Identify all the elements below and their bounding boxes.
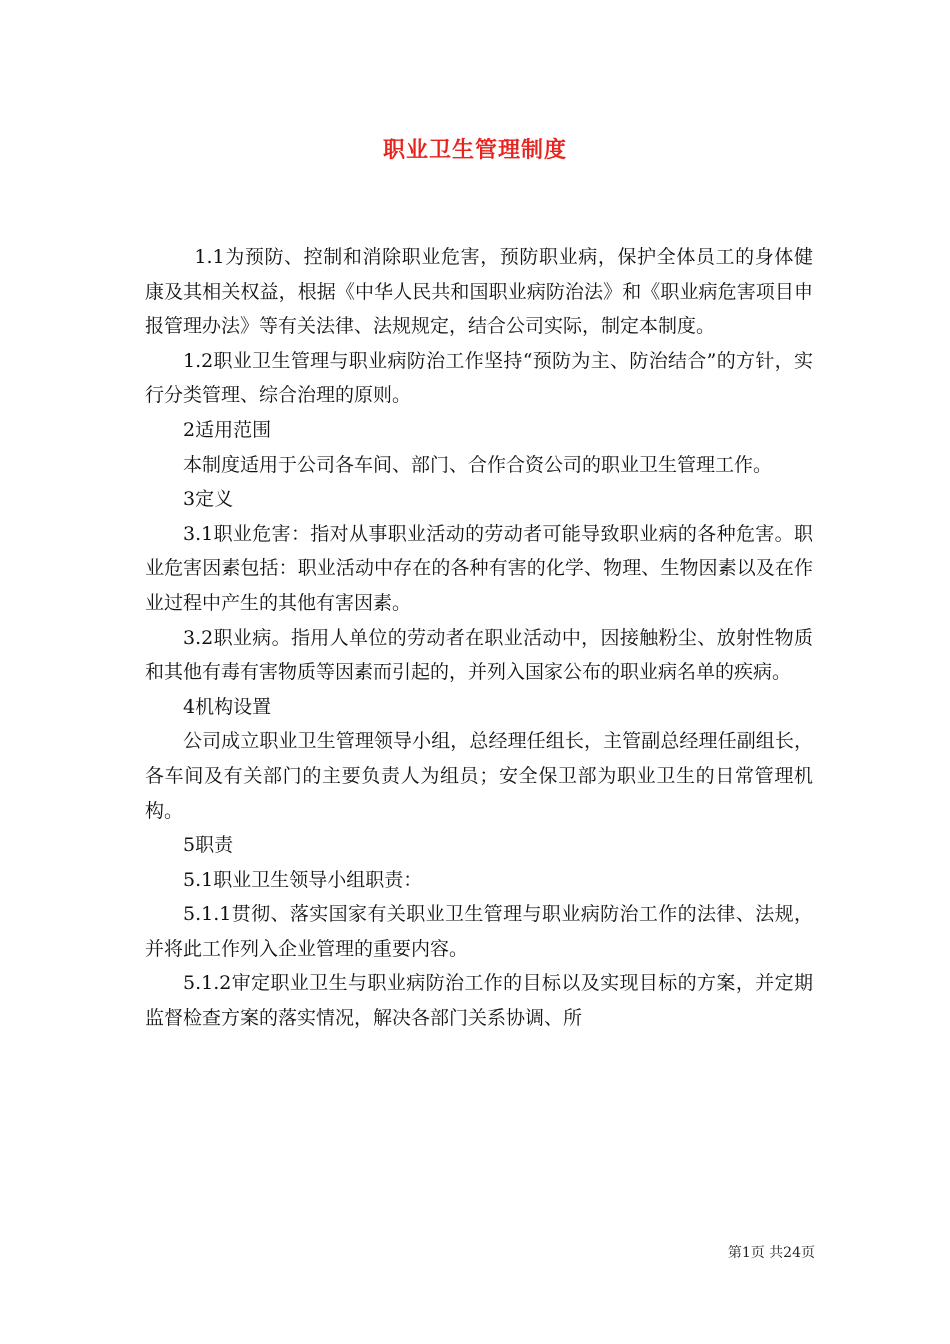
heading-scope: 2适用范围 [183,418,272,441]
heading-definitions: 3定义 [183,488,234,511]
paragraph-scope: 本制度适用于公司各车间、部门、合作合资公司的职业卫生管理工作。 [183,453,773,476]
paragraph-3-2: 3.2职业病。指用人单位的劳动者在职业活动中，因接触粉尘、放射性物质和其他有毒有害物质等因素而引起的，并列入国家公布的职业病名单的疾病。 [145,626,813,684]
document-body [145,240,813,1036]
paragraph-5-1: 5.1职业卫生领导小组职责： [183,868,423,891]
paragraph-1-1: 1.1为预防、控制和消除职业危害，预防职业病，保护全体员工的身体健康及其相关权益，根据《中华人民共和国职业病防治法》和《职业病危害项目申报管理办法》等有关法律、法规规定，结合公司实际，制定本制度。 [145,246,813,338]
paragraph-5-1-1: 5.1.1贯彻、落实国家有关职业卫生管理与职业病防治工作的法律、法规，并将此工作列入企业管理的重要内容。 [145,903,813,960]
heading-organization: 4机构设置 [183,695,272,718]
paragraph-5-1-2: 5.1.2审定职业卫生与职业病防治工作的目标以及实现目标的方案，并定期监督检查方案的落实情况，解决各部门关系协调、所 [145,972,813,1030]
paragraph-organization: 公司成立职业卫生管理领导小组，总经理任组长，主管副总经理任副组长，各车间及有关部门的主要负责人为组员；安全保卫部为职业卫生的日常管理机构。 [145,730,813,822]
document-title: 职业卫生管理制度 [382,138,567,163]
page-number: 第1页 共24页 [727,1245,815,1261]
paragraph-3-1: 3.1职业危害：指对从事职业活动的劳动者可能导致职业病的各种危害。职业危害因素包括：职业活动中存在的各种有害的化学、物理、生物因素以及在作业过程中产生的其他有害因素。 [145,522,813,614]
heading-responsibilities: 5职责 [183,834,234,857]
paragraph-1-2: 1.2职业卫生管理与职业病防治工作坚持“预防为主、防治结合”的方针，实行分类管理、综合治理的原则。 [145,349,813,407]
